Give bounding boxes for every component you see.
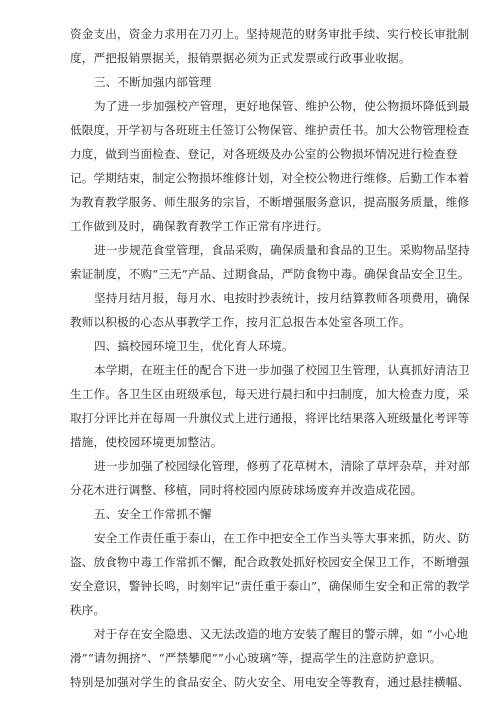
paragraph-first-line: 本学期，在班主任的配合下进一步加强了校园卫生管理，认真抓好清洁卫	[94, 363, 470, 377]
text-line: 低限度，开学初与各班班主任签订公物保管、维护责任书。加大公物管理检查	[70, 123, 470, 137]
section-heading: 四、搞校园环境卫生，优化育人环境。	[94, 339, 294, 353]
paragraph-first-line: 为了进一步加强校产管理，更好地保管、维护公物，使公物损坏降低到最	[94, 99, 470, 113]
text-line: 索证制度，不购“三无”产品、过期食品，严防食物中毒。确保食品安全卫生。	[70, 267, 470, 281]
text-line: 安全意识，警钟长鸣，时刻牢记“责任重于泰山”，确保师生安全和正常的教学	[70, 579, 470, 593]
paragraph-first-line: 进一步规范食堂管理，食品采购，确保质量和食品的卫生。采购物品坚持	[94, 243, 470, 257]
text-line: 秩序。	[70, 603, 106, 617]
text-line: 资金支出，资金力求用在刀刃上。坚持规范的财务审批手续、实行校长审批制	[70, 27, 470, 41]
text-line: 力度，做到当面检查、登记，对各班级及办公室的公物损坏情况进行检查登	[70, 147, 458, 161]
section-heading: 三、不断加强内部管理	[94, 75, 212, 89]
text-line: 度，严把报销票据关，报销票据必须为正式发票或行政事业收据。	[70, 51, 411, 65]
text-line: 盗、放食物中毒工作常抓不懈，配合政教处抓好校园安全保卫工作，不断增强	[70, 555, 470, 569]
paragraph-first-line: 安全工作责任重于泰山，在工作中把安全工作当头等大事来抓，防火、防	[94, 531, 470, 545]
text-line: 记。学期结束，制定公物损坏维修计划，对全校公物进行维修。后勤工作本着	[70, 171, 470, 185]
section-heading: 五、安全工作常抓不懈	[94, 507, 212, 521]
text-line: 特别是加强对学生的食品安全、防火安全、用电安全等教育，通过悬挂横幅、	[70, 675, 470, 689]
text-line: 为教育教学服务、师生服务的宗旨，不断增强服务意识，提高服务质量，维修	[70, 195, 470, 209]
text-line: 分花木进行调整、移植，同时将校园内原砖球场废弃并改造成花园。	[70, 483, 423, 497]
text-line: 生工作。各卫生区由班级承包，每天进行晨扫和中扫制度，加大检查力度，采	[70, 387, 470, 401]
text-line: 教师以积极的心态从事教学工作，按月汇总报告本处室各项工作。	[70, 315, 411, 329]
text-line: 工作做到及时，确保教育教学工作正常有序进行。	[70, 219, 329, 233]
paragraph-first-line: 对于存在安全隐患、又无法改造的地方安装了醒目的警示牌，如 “小心地	[94, 627, 468, 641]
text-line: 取打分评比并在每周一升旗仪式上进行通报，将评比结果落入班级量化考评等	[70, 411, 470, 425]
paragraph-first-line: 坚持月结月报，每月水、电按时抄表统计，按月结算教师各项费用，确保	[94, 291, 470, 305]
text-line: 滑”“请勿拥挤”、“严禁攀爬””小心玻璃”等，提高学生的注意防护意识。	[70, 651, 442, 665]
paragraph-first-line: 进一步加强了校园绿化管理，修剪了花草树木，清除了草坪杂草，并对部	[94, 459, 470, 473]
text-line: 措施，使校园环境更加整洁。	[70, 435, 223, 449]
